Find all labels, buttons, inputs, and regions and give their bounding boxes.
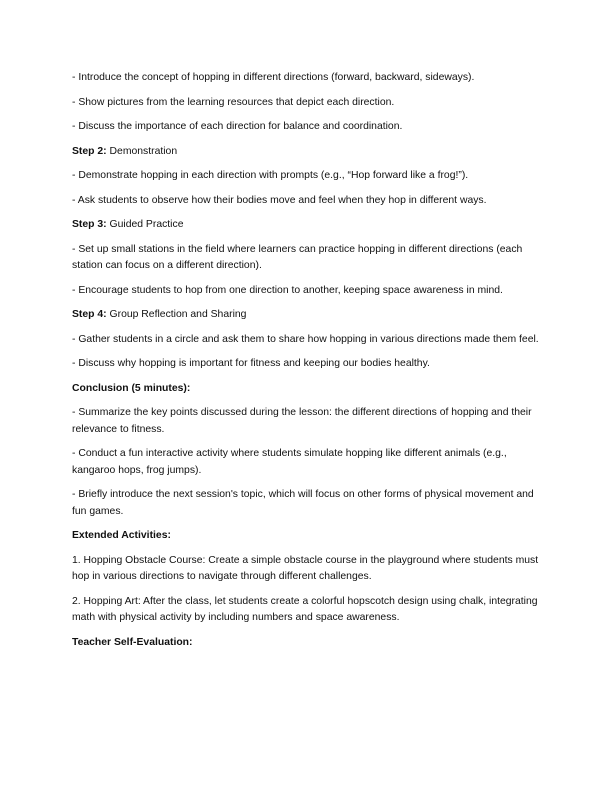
step-title: Demonstration bbox=[106, 145, 178, 157]
paragraph: 1. Hopping Obstacle Course: Create a simple obstacle course in the playground where students must hop in various directions to navigate through different challenges. bbox=[72, 554, 539, 582]
paragraph: - Conduct a fun interactive activity where students simulate hopping like different animals (e.g., kangaroo hops, frog jumps). bbox=[72, 448, 507, 476]
paragraph: - Gather students in a circle and ask them to share how hopping in various directions made them feel. bbox=[72, 333, 539, 345]
step-label: Step 4: bbox=[72, 309, 107, 320]
conclusion-heading: Conclusion (5 minutes): bbox=[72, 382, 191, 394]
extended-activities-heading: Extended Activities: bbox=[72, 530, 171, 541]
paragraph: - Ask students to observe how their bodies move and feel when they hop in different ways. bbox=[72, 194, 487, 206]
teacher-self-evaluation-heading: Teacher Self-Evaluation: bbox=[72, 636, 193, 648]
step-3-heading bbox=[72, 217, 542, 234]
paragraph: - Introduce the concept of hopping in different directions (forward, backward, sideways). bbox=[72, 72, 475, 83]
step-label: Step 3: bbox=[72, 219, 107, 230]
document-page bbox=[72, 70, 542, 659]
step-title: Group Reflection and Sharing bbox=[106, 309, 247, 320]
paragraph: 2. Hopping Art: After the class, let students create a colorful hopscotch design using chalk, integrating math with physical activity by including numbers and space awareness. bbox=[72, 595, 538, 623]
paragraph: - Set up small stations in the field where learners can practice hopping in different directions (each station can focus on a different direction). bbox=[72, 243, 523, 271]
paragraph: - Show pictures from the learning resources that depict each direction. bbox=[72, 96, 395, 108]
step-title: Guided Practice bbox=[106, 219, 184, 230]
step-label: Step 2: bbox=[72, 145, 107, 157]
paragraph: - Briefly introduce the next session's topic, which will focus on other forms of physical movement and fun games. bbox=[72, 489, 534, 517]
paragraph: - Demonstrate hopping in each direction with prompts (e.g., “Hop forward like a frog!”). bbox=[72, 170, 469, 181]
paragraph: - Summarize the key points discussed during the lesson: the different directions of hopping and their relevance to fitness. bbox=[72, 407, 532, 435]
step-4-heading bbox=[72, 307, 542, 324]
paragraph: - Discuss the importance of each direction for balance and coordination. bbox=[72, 121, 403, 132]
step-2-heading bbox=[72, 144, 542, 161]
paragraph: - Encourage students to hop from one direction to another, keeping space awareness in mind. bbox=[72, 284, 503, 296]
paragraph: - Discuss why hopping is important for fitness and keeping our bodies healthy. bbox=[72, 358, 430, 369]
